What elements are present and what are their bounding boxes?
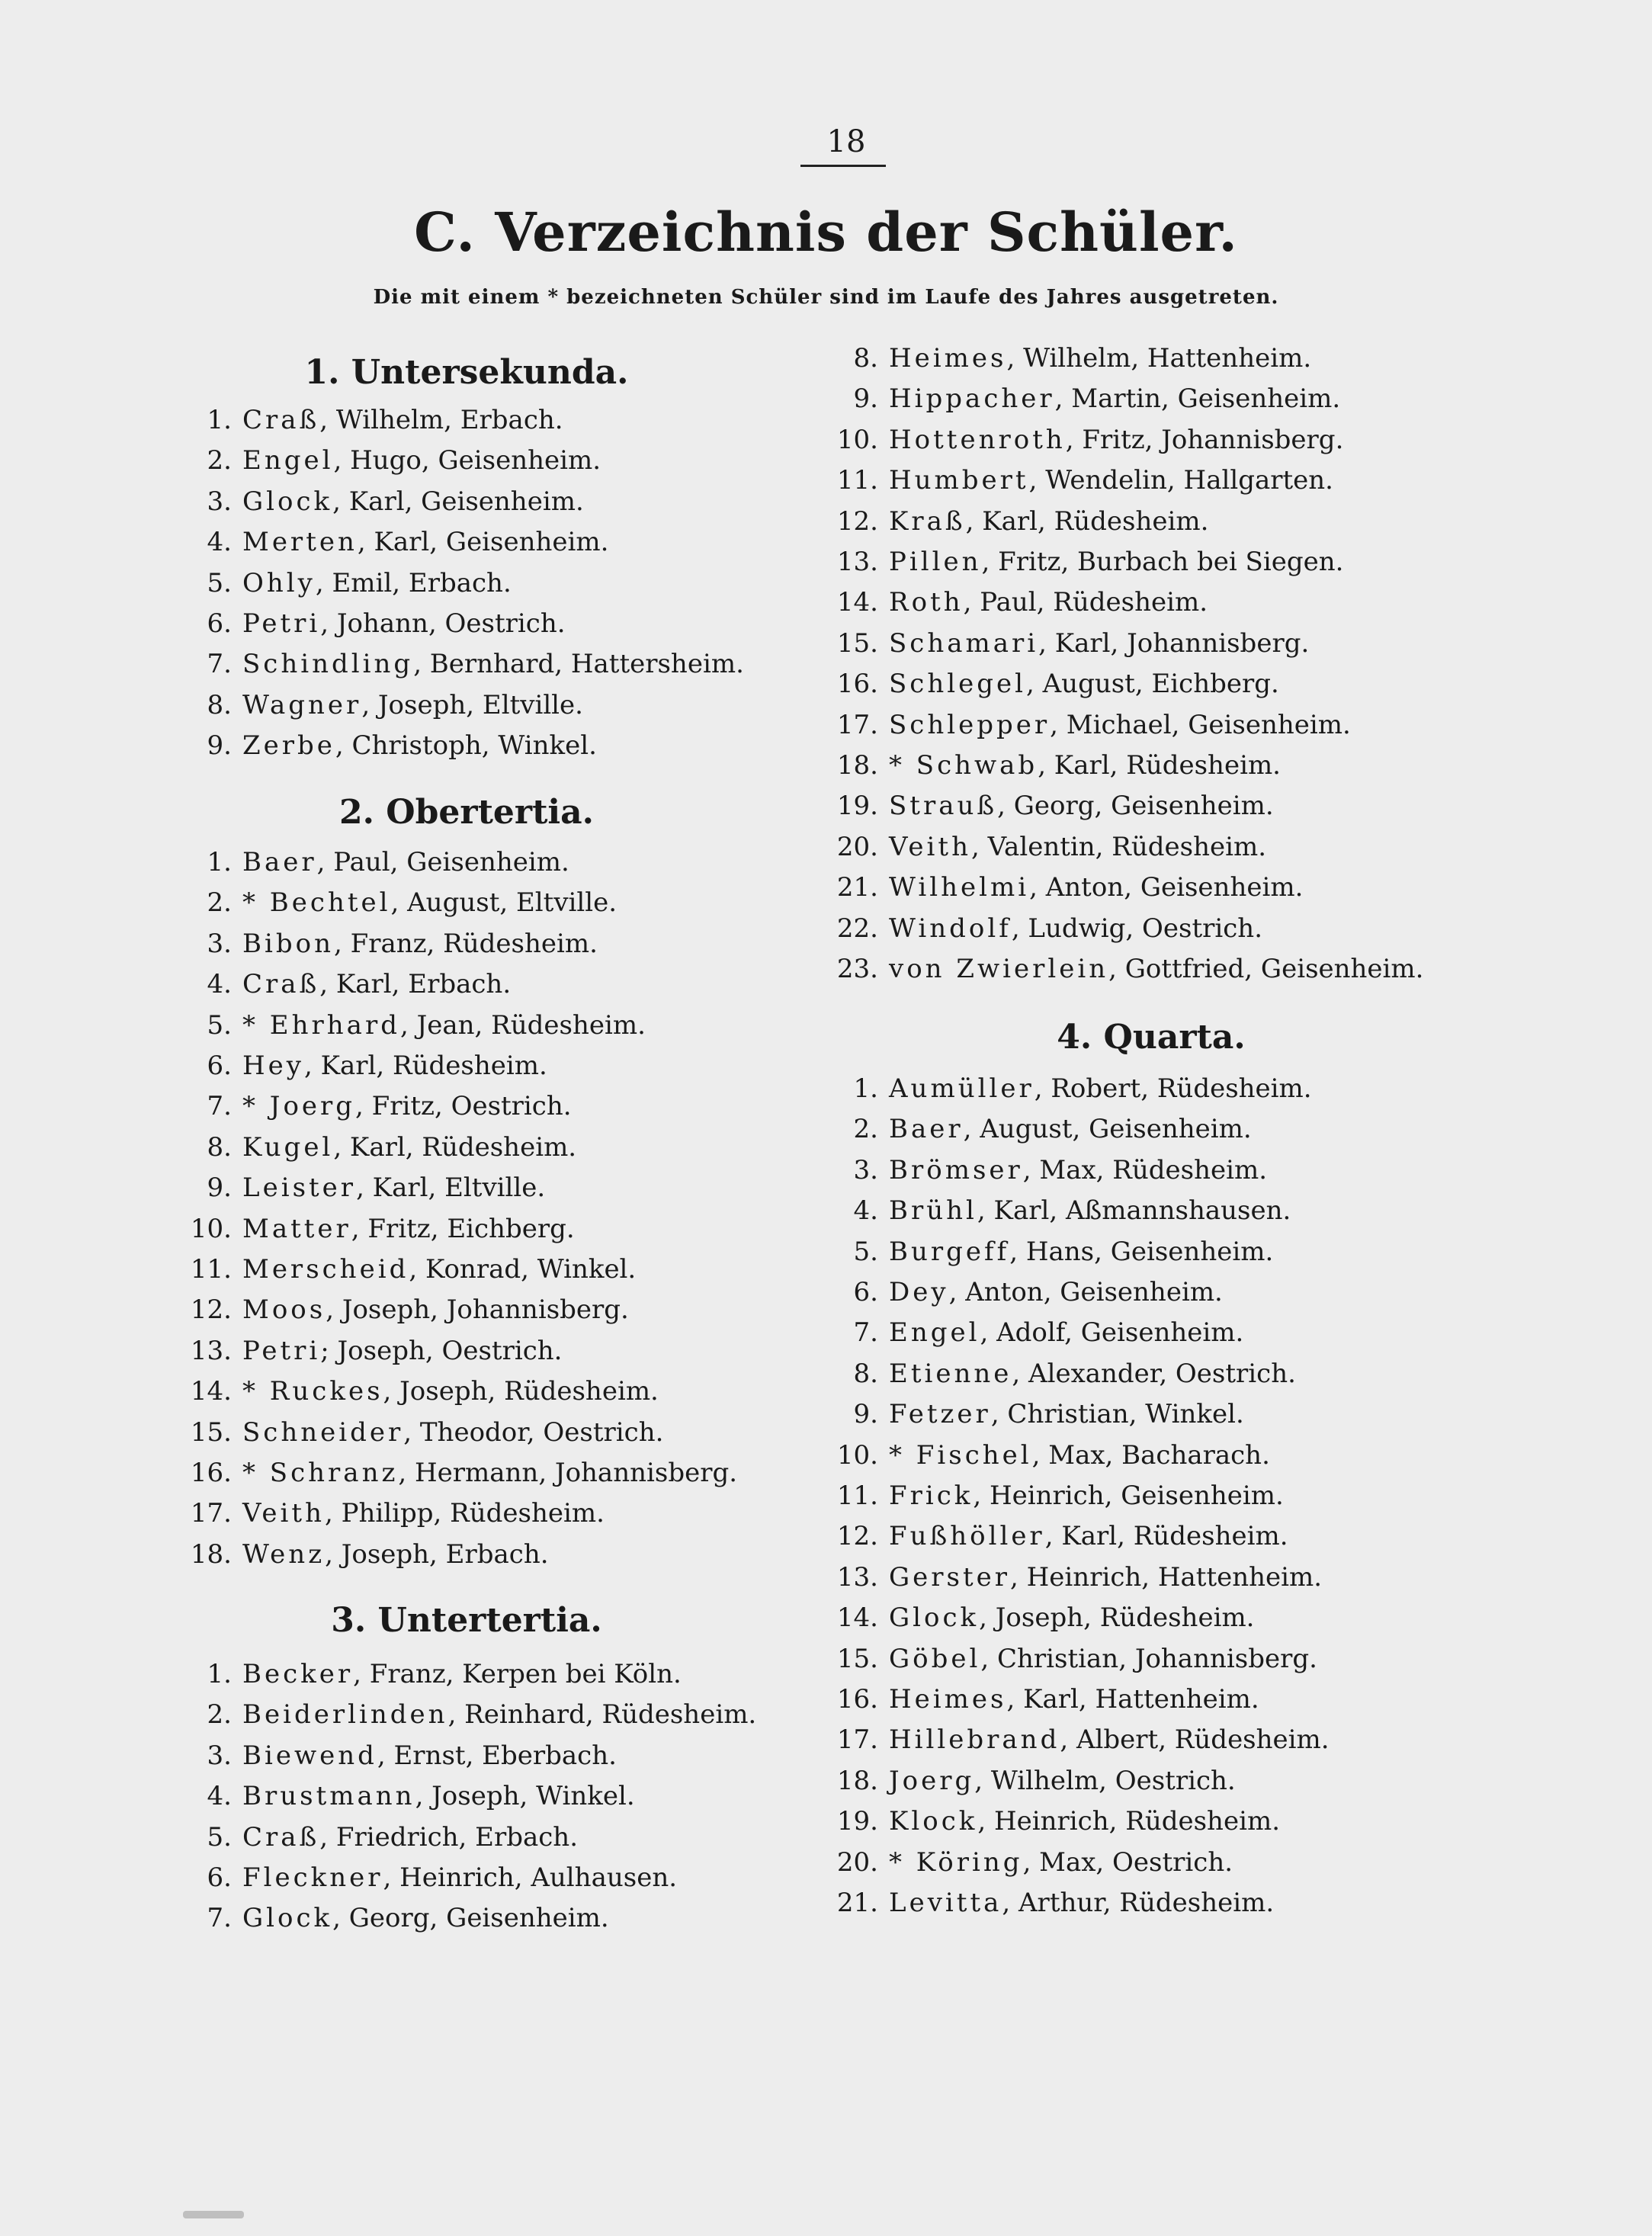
entry-surname: Schlepper <box>889 709 1051 740</box>
entry-number: 16. <box>836 1684 878 1715</box>
list-item <box>823 624 1309 663</box>
entry-details: , Joseph, Erbach. <box>325 1538 549 1570</box>
list-item <box>177 1453 737 1493</box>
entry-surname: Biewend <box>242 1740 377 1771</box>
list-item <box>823 338 1311 378</box>
entry-number: 2. <box>853 1114 878 1145</box>
entry-number: 2. <box>207 1699 232 1731</box>
entry-details: , Georg, Geisenheim. <box>997 791 1274 822</box>
entry-number: 10. <box>190 1213 232 1244</box>
entry-details: , Arthur, Rüdesheim. <box>1002 1888 1275 1918</box>
entry-number: 13. <box>190 1335 232 1366</box>
entry-surname: Baer <box>242 847 317 877</box>
entry-number: 17. <box>836 1724 878 1756</box>
entry-surname: Hey <box>242 1051 304 1081</box>
entry-number: 19. <box>836 1806 878 1837</box>
entry-surname: Schneider <box>242 1416 404 1448</box>
entry-details: , Johann, Oestrich. <box>320 608 566 639</box>
list-item <box>823 542 1343 582</box>
list-item <box>823 1476 1284 1516</box>
entry-details: , August, Eltville. <box>390 887 617 919</box>
list-item <box>177 1535 549 1574</box>
entry-details: , Heinrich, Hattenheim. <box>1010 1561 1323 1593</box>
entry-surname: Craß <box>242 1821 320 1853</box>
entry-surname: Frick <box>889 1481 974 1511</box>
entry-details: , Jean, Rüdesheim. <box>399 1009 646 1041</box>
entry-number: 7. <box>207 1091 232 1122</box>
entry-details: , Hermann, Johannisberg. <box>398 1458 738 1488</box>
entry-number: 13. <box>836 547 878 577</box>
entry-surname: Etienne <box>889 1358 1012 1389</box>
entry-details: , Karl, Rüdesheim. <box>1044 1521 1288 1552</box>
entry-number: 21. <box>836 872 878 903</box>
section-heading: 1. Untersekunda. <box>304 353 629 392</box>
entry-number: 6. <box>853 1277 878 1307</box>
entry-number: 16. <box>836 669 878 700</box>
entry-number: 9. <box>207 730 232 762</box>
entry-details: , Karl, Eltville. <box>356 1173 546 1204</box>
list-item <box>177 1695 756 1734</box>
list-item <box>177 1006 646 1045</box>
entry-details: , Emil, Erbach. <box>315 567 512 598</box>
list-item <box>823 1354 1296 1394</box>
entry-number: 12. <box>836 505 878 537</box>
list-item <box>177 842 569 882</box>
entry-surname: Merscheid <box>242 1254 409 1285</box>
entry-surname: Burgeff <box>889 1236 1010 1267</box>
entry-number: 3. <box>207 1740 232 1771</box>
entry-number: 17. <box>190 1498 232 1529</box>
entry-details: , Wilhelm, Hattenheim. <box>1006 343 1312 374</box>
entry-surname: Wenz <box>242 1538 326 1570</box>
list-item <box>823 786 1274 826</box>
entry-number: 7. <box>207 1903 232 1934</box>
list-item <box>823 1761 1236 1801</box>
entry-surname: Wagner <box>242 689 362 720</box>
entry-surname: Glock <box>889 1602 980 1634</box>
entry-surname: Hottenroth <box>889 424 1066 455</box>
entry-number: 7. <box>207 649 232 680</box>
entry-details: , Hugo, Geisenheim. <box>333 445 601 476</box>
entry-number: 1. <box>853 1073 878 1104</box>
entry-surname: Hillebrand <box>889 1724 1060 1756</box>
entry-surname: Pillen <box>889 547 982 577</box>
entry-details: , Wilhelm, Erbach. <box>319 405 563 435</box>
entry-details: , Max, Rüdesheim. <box>1022 1154 1268 1185</box>
entry-number: 9. <box>853 383 878 415</box>
entry-surname: Fleckner <box>242 1862 383 1893</box>
entry-number: 5. <box>207 1009 232 1041</box>
entry-details: , Bernhard, Hattersheim. <box>413 649 744 680</box>
entry-number: 22. <box>836 913 878 944</box>
entry-details: , Fritz, Johannisberg. <box>1065 424 1344 455</box>
entry-surname: Veith <box>242 1498 325 1529</box>
entry-details: , Paul, Geisenheim. <box>316 847 569 877</box>
list-item <box>823 1843 1233 1882</box>
entry-surname: Petri <box>242 608 321 639</box>
entry-surname: * Fischel <box>889 1439 1032 1471</box>
list-item <box>177 685 583 725</box>
entry-surname: Strauß <box>889 791 998 822</box>
entry-surname: Baer <box>889 1114 964 1145</box>
entry-details: , Alexander, Oestrich. <box>1012 1358 1296 1389</box>
entry-number: 15. <box>836 1643 878 1674</box>
entry-number: 1. <box>207 847 232 877</box>
entry-details: , Wilhelm, Oestrich. <box>974 1765 1236 1796</box>
entry-number: 9. <box>207 1173 232 1204</box>
list-item <box>177 482 584 521</box>
entry-surname: Moos <box>242 1294 326 1326</box>
entry-details: , Karl, Rüdesheim. <box>1038 750 1281 781</box>
list-item <box>177 1898 609 1938</box>
list-item <box>823 949 1423 989</box>
entry-details: , Karl, Geisenheim. <box>357 527 609 558</box>
entry-details: , Franz, Kerpen bei Köln. <box>353 1659 682 1689</box>
entry-surname: Heimes <box>889 1684 1007 1715</box>
list-item <box>177 1086 572 1126</box>
entry-details: , August, Eichberg. <box>1026 669 1279 700</box>
entry-surname: * Ehrhard <box>242 1009 400 1041</box>
entry-number: 3. <box>853 1154 878 1185</box>
list-item <box>177 1128 576 1167</box>
list-item <box>823 1639 1317 1679</box>
page-subtitle: Die mit einem * bezeichneten Schüler sind im Laufe des Jahres ausgetreten. <box>373 286 1279 309</box>
entry-number: 15. <box>836 627 878 659</box>
entry-number: 6. <box>207 1862 232 1893</box>
entry-number: 16. <box>190 1458 232 1488</box>
entry-details: , Hans, Geisenheim. <box>1009 1236 1274 1267</box>
entry-surname: * Joerg <box>242 1091 356 1122</box>
entry-details: , Fritz, Eichberg. <box>351 1213 575 1244</box>
entry-surname: Dey <box>889 1277 949 1307</box>
entry-details: , Karl, Aßmannshausen. <box>977 1195 1291 1227</box>
entry-number: 6. <box>207 1051 232 1081</box>
entry-details: , Karl, Johannisberg. <box>1038 627 1310 659</box>
entry-details: , Franz, Rüdesheim. <box>334 928 598 959</box>
page-title: C. Verzeichnis der Schüler. <box>414 201 1238 264</box>
list-item <box>823 1109 1252 1149</box>
entry-details: , Heinrich, Rüdesheim. <box>977 1806 1281 1837</box>
list-item <box>823 1313 1243 1352</box>
entry-surname: Brömser <box>889 1154 1023 1185</box>
entry-number: 3. <box>207 486 232 517</box>
entry-details: , Karl, Hattenheim. <box>1006 1684 1259 1715</box>
entry-details: , Michael, Geisenheim. <box>1050 709 1351 740</box>
entry-surname: Wilhelmi <box>889 872 1030 903</box>
entry-details: ; Joseph, Oestrich. <box>320 1335 563 1366</box>
entry-details: , Robert, Rüdesheim. <box>1034 1073 1312 1104</box>
entry-number: 5. <box>853 1236 878 1267</box>
entry-number: 8. <box>207 1131 232 1163</box>
entry-surname: Petri <box>242 1335 321 1366</box>
list-item <box>177 1371 659 1411</box>
entry-details: , Georg, Geisenheim. <box>332 1903 609 1934</box>
entry-surname: Fetzer <box>889 1399 991 1430</box>
entry-surname: Brühl <box>889 1195 977 1227</box>
entry-number: 18. <box>836 1765 878 1796</box>
list-item <box>823 1598 1255 1638</box>
entry-details: , Fritz, Oestrich. <box>355 1091 572 1122</box>
entry-details: , Joseph, Rüdesheim. <box>383 1376 659 1407</box>
entry-surname: Schindling <box>242 649 414 680</box>
entry-surname: * Schwab <box>889 750 1038 781</box>
entry-number: 2. <box>207 445 232 476</box>
list-item <box>177 644 744 684</box>
entry-details: , Albert, Rüdesheim. <box>1060 1724 1330 1756</box>
entry-surname: Engel <box>242 445 334 476</box>
entry-details: , Joseph, Rüdesheim. <box>979 1602 1255 1634</box>
entry-surname: von Zwierlein <box>889 954 1109 984</box>
entry-details: , Karl, Rüdesheim. <box>965 505 1209 537</box>
list-item <box>823 1232 1273 1272</box>
entry-number: 5. <box>207 1821 232 1853</box>
list-item <box>177 1046 547 1086</box>
entry-surname: Kraß <box>889 505 966 537</box>
entry-details: , Karl, Rüdesheim. <box>303 1051 547 1081</box>
entry-surname: Bibon <box>242 928 334 959</box>
entry-number: 2. <box>207 887 232 919</box>
entry-details: , Max, Bacharach. <box>1031 1439 1270 1471</box>
entry-number: 4. <box>207 969 232 1000</box>
list-item <box>823 746 1281 785</box>
entry-surname: Leister <box>242 1173 357 1204</box>
entry-details: , Heinrich, Geisenheim. <box>973 1481 1284 1511</box>
entry-number: 19. <box>836 791 878 822</box>
entry-surname: Klock <box>889 1806 978 1837</box>
entry-surname: * Ruckes <box>242 1376 383 1407</box>
entry-number: 14. <box>190 1376 232 1407</box>
entry-number: 11. <box>836 465 878 496</box>
section-heading: 2. Obertertia. <box>339 793 594 832</box>
entry-details: , Wendelin, Hallgarten. <box>1028 465 1333 496</box>
entry-number: 4. <box>207 527 232 558</box>
entry-surname: Hippacher <box>889 383 1055 415</box>
list-item <box>823 1883 1274 1923</box>
list-item <box>823 1558 1322 1597</box>
list-item <box>823 909 1262 948</box>
entry-surname: Fußhöller <box>889 1521 1045 1552</box>
entry-details: , Ernst, Eberbach. <box>377 1740 617 1771</box>
entry-number: 14. <box>836 1602 878 1634</box>
entry-details: , Karl, Geisenheim. <box>332 486 584 517</box>
entry-surname: Humbert <box>889 465 1029 496</box>
entry-surname: Joerg <box>889 1765 975 1796</box>
entry-number: 18. <box>836 750 878 781</box>
list-item <box>823 1191 1291 1230</box>
entry-details: , Theodor, Oestrich. <box>403 1416 664 1448</box>
entry-number: 21. <box>836 1888 878 1918</box>
entry-surname: Gerster <box>889 1561 1011 1593</box>
list-item <box>823 705 1351 745</box>
entry-number: 3. <box>207 928 232 959</box>
entry-number: 5. <box>207 567 232 598</box>
entry-number: 8. <box>853 1358 878 1389</box>
list-item <box>823 868 1303 907</box>
list-item <box>823 582 1208 622</box>
list-item <box>823 1679 1259 1719</box>
list-item <box>177 1331 562 1371</box>
entry-details: , Anton, Geisenheim. <box>948 1277 1223 1307</box>
list-item <box>823 1720 1330 1760</box>
entry-details: , Philipp, Rüdesheim. <box>325 1498 605 1529</box>
entry-number: 10. <box>836 424 878 455</box>
list-item <box>177 1250 636 1289</box>
entry-details: , Joseph, Winkel. <box>415 1781 635 1812</box>
entry-number: 15. <box>190 1416 232 1448</box>
list-item <box>823 379 1340 419</box>
entry-surname: Becker <box>242 1659 354 1689</box>
entry-number: 20. <box>836 1846 878 1878</box>
entry-surname: Göbel <box>889 1643 981 1674</box>
entry-surname: Engel <box>889 1317 980 1349</box>
entry-surname: Schlegel <box>889 669 1026 700</box>
list-item <box>823 1516 1288 1556</box>
list-item <box>823 502 1208 541</box>
list-item <box>823 1272 1223 1312</box>
entry-number: 20. <box>836 831 878 862</box>
list-item <box>177 924 598 964</box>
entry-details: , Anton, Geisenheim. <box>1029 872 1304 903</box>
entry-surname: Craß <box>242 969 320 1000</box>
list-item <box>823 1436 1270 1475</box>
list-item <box>177 964 511 1004</box>
entry-surname: Kugel <box>242 1131 334 1163</box>
list-item <box>177 883 617 922</box>
entry-surname: Ohly <box>242 567 316 598</box>
entry-details: , Adolf, Geisenheim. <box>980 1317 1244 1349</box>
entry-details: , Valentin, Rüdesheim. <box>971 831 1267 862</box>
list-item <box>823 664 1279 704</box>
entry-details: , Heinrich, Aulhausen. <box>383 1862 678 1893</box>
entry-surname: * Köring <box>889 1846 1023 1878</box>
entry-surname: Schamari <box>889 627 1039 659</box>
entry-details: , Martin, Geisenheim. <box>1054 383 1341 415</box>
entry-surname: Glock <box>242 1903 333 1934</box>
entry-number: 12. <box>190 1294 232 1326</box>
entry-number: 9. <box>853 1399 878 1430</box>
entry-surname: Matter <box>242 1213 351 1244</box>
entry-details: , Fritz, Burbach bei Siegen. <box>981 547 1344 577</box>
entry-details: , Reinhard, Rüdesheim. <box>447 1699 757 1731</box>
list-item <box>823 420 1343 460</box>
entry-number: 14. <box>836 587 878 618</box>
entry-number: 4. <box>207 1781 232 1812</box>
page-number: 18 <box>826 124 866 159</box>
entry-details: , Joseph, Johannisberg. <box>326 1294 629 1326</box>
entry-surname: * Schranz <box>242 1458 399 1488</box>
entry-details: , Joseph, Eltville. <box>361 689 583 720</box>
list-item <box>177 726 597 765</box>
list-item <box>177 1776 635 1816</box>
entry-surname: Heimes <box>889 343 1007 374</box>
entry-surname: Merten <box>242 527 358 558</box>
list-item <box>177 604 566 643</box>
list-item <box>177 1493 605 1533</box>
entry-number: 4. <box>853 1195 878 1227</box>
entry-details: , Gottfried, Geisenheim. <box>1108 954 1424 984</box>
entry-details: , August, Geisenheim. <box>963 1114 1252 1145</box>
entry-details: , Paul, Rüdesheim. <box>963 587 1208 618</box>
entry-number: 11. <box>836 1481 878 1511</box>
entry-number: 1. <box>207 1659 232 1689</box>
list-item <box>823 827 1266 867</box>
list-item <box>823 1394 1244 1434</box>
entry-number: 18. <box>190 1538 232 1570</box>
entry-number: 11. <box>190 1254 232 1285</box>
entry-surname: Levitta <box>889 1888 1002 1918</box>
paper-mark <box>183 2211 244 2218</box>
list-item <box>177 1736 617 1776</box>
list-item <box>177 1290 629 1330</box>
entry-surname: Glock <box>242 486 333 517</box>
entry-details: , Konrad, Winkel. <box>409 1254 637 1285</box>
entry-number: 6. <box>207 608 232 639</box>
list-item <box>177 1209 575 1249</box>
entry-surname: Brustmann <box>242 1781 415 1812</box>
entry-details: , Christian, Johannisberg. <box>980 1643 1317 1674</box>
entry-surname: Aumüller <box>889 1073 1035 1104</box>
list-item <box>823 1801 1280 1841</box>
entry-number: 13. <box>836 1561 878 1593</box>
entry-surname: Roth <box>889 587 964 618</box>
entry-surname: * Bechtel <box>242 887 391 919</box>
entry-number: 7. <box>853 1317 878 1349</box>
entry-number: 10. <box>836 1439 878 1471</box>
entry-details: , Christoph, Winkel. <box>335 730 597 762</box>
entry-details: , Karl, Rüdesheim. <box>333 1131 577 1163</box>
page-number-rule <box>800 165 886 167</box>
list-item <box>177 1168 545 1208</box>
list-item <box>177 1654 682 1694</box>
entry-number: 8. <box>853 343 878 374</box>
entry-number: 17. <box>836 709 878 740</box>
list-item <box>177 441 601 480</box>
list-item <box>823 1150 1267 1190</box>
entry-surname: Veith <box>889 831 971 862</box>
entry-surname: Craß <box>242 405 320 435</box>
list-item <box>823 1069 1312 1108</box>
entry-number: 12. <box>836 1521 878 1552</box>
section-heading: 4. Quarta. <box>1057 1018 1246 1057</box>
entry-surname: Beiderlinden <box>242 1699 448 1731</box>
list-item <box>177 563 512 603</box>
entry-surname: Windolf <box>889 913 1012 944</box>
list-item <box>823 460 1333 500</box>
entry-number: 23. <box>836 954 878 984</box>
entry-details: , Ludwig, Oestrich. <box>1011 913 1263 944</box>
entry-details: , Max, Oestrich. <box>1022 1846 1233 1878</box>
entry-number: 8. <box>207 689 232 720</box>
list-item <box>177 1817 578 1857</box>
list-item <box>177 1413 663 1452</box>
list-item <box>177 1858 677 1898</box>
entry-number: 1. <box>207 405 232 435</box>
entry-details: , Christian, Winkel. <box>990 1399 1244 1430</box>
section-heading: 3. Untertertia. <box>331 1601 602 1640</box>
list-item <box>177 522 608 562</box>
entry-details: , Karl, Erbach. <box>319 969 512 1000</box>
entry-details: , Friedrich, Erbach. <box>319 1821 579 1853</box>
entry-surname: Zerbe <box>242 730 335 762</box>
list-item <box>177 400 563 440</box>
